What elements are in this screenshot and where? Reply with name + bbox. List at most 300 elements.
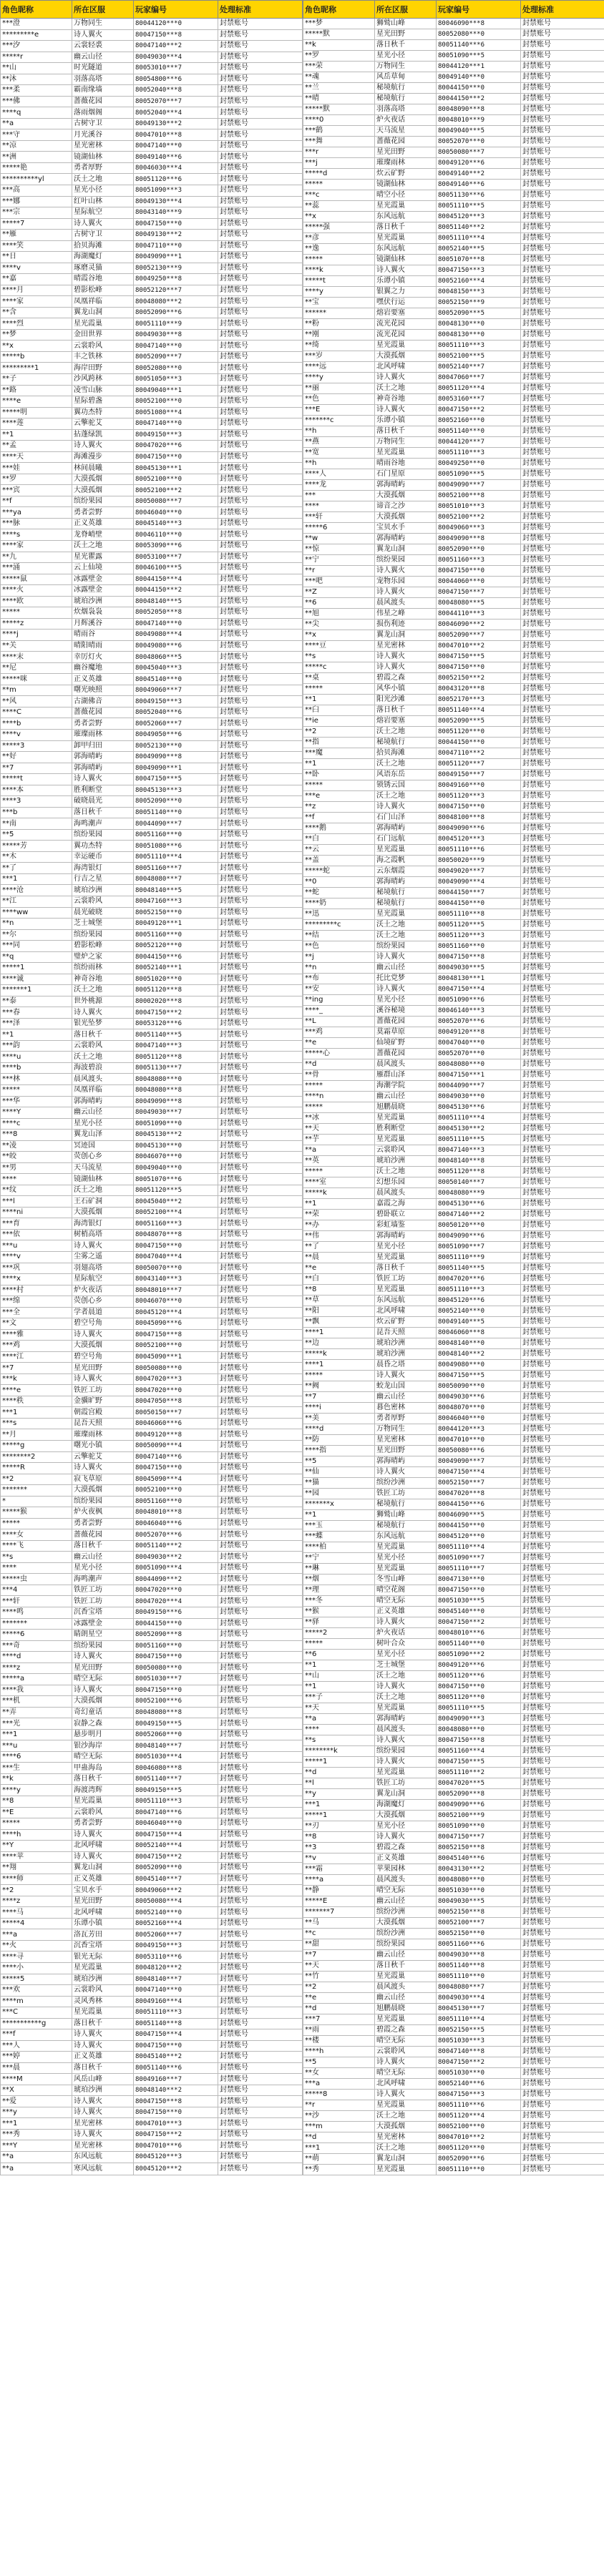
table-row [303,662,604,673]
nickname-cell: **马 [303,1918,375,1929]
standard-cell: 封禁账号 [521,19,604,29]
standard-cell: 封禁账号 [521,1124,604,1135]
nickname-cell: ***1 [1,873,72,885]
player-id-cell: 80052080***0 [437,29,521,40]
player-id-cell: 80049040***5 [437,126,521,137]
standard-cell: 封禁账号 [218,1685,303,1696]
server-cell: 璀璨雨林 [375,158,437,169]
standard-cell: 封禁账号 [218,2062,303,2074]
server-cell: 诗人翼火 [72,29,134,41]
nickname-cell: ***守 [1,129,72,141]
player-id-cell: 80051030***0 [437,1886,521,1896]
server-cell: 星光田野 [72,1896,134,1907]
standard-cell: 封禁账号 [521,544,604,555]
standard-cell: 封禁账号 [521,1317,604,1328]
standard-cell: 封禁账号 [521,1972,604,1982]
server-cell: 天马流星 [72,1162,134,1174]
player-id-cell: 80052120***0 [134,941,218,952]
standard-cell: 封禁账号 [218,1918,303,1929]
standard-cell: 封禁账号 [521,566,604,577]
server-cell: 秘境航行 [375,83,437,94]
standard-cell: 封禁账号 [521,1231,604,1242]
player-id-cell: 80051110***2 [437,1768,521,1778]
server-cell: 铁匠工坊 [72,1385,134,1396]
standard-cell: 封禁账号 [521,1811,604,1821]
server-cell: 万物同生 [375,437,437,448]
player-id-cell: 80047140***0 [134,418,218,430]
server-cell: 琥珀沙洲 [72,2085,134,2096]
player-id-cell: 80045090***4 [134,1474,218,1485]
server-cell: 冰露壁金 [72,585,134,597]
standard-cell: 封禁账号 [521,1414,604,1424]
standard-cell: 封禁账号 [521,2122,604,2132]
player-id-cell: 80048080***8 [134,1707,218,1718]
nickname-cell: ****z [1,1896,72,1907]
player-id-cell: 80051140***7 [134,1773,218,1785]
table-row [1,363,303,374]
server-cell: 荧创心乡 [72,1296,134,1308]
standard-cell: 封禁账号 [218,1707,303,1718]
player-id-cell: 80047150***4 [134,2029,218,2041]
table-row [303,1156,604,1167]
server-cell: 镜湖仙林 [72,152,134,163]
nickname-cell: *****1 [303,1757,375,1768]
server-cell: 乐谭小镇 [72,1918,134,1929]
server-cell: 晨风渡头 [375,1875,437,1886]
table-row [303,1038,604,1049]
table-row [1,441,303,452]
nickname-cell: **L [303,1017,375,1027]
player-id-cell: 80044120***7 [437,437,521,448]
nickname-cell: **关 [1,640,72,652]
server-cell: 云裳聆风 [72,896,134,907]
nickname-cell: ***鸡 [1,1341,72,1352]
table-row [303,856,604,866]
nickname-cell: *****鼠 [1,574,72,585]
nickname-cell: ****v [1,730,72,741]
nickname-cell: **d [303,2004,375,2014]
standard-cell: 封禁账号 [218,607,303,619]
standard-cell: 封禁账号 [218,374,303,386]
nickname-cell: *****咪 [1,674,72,685]
standard-cell: 封禁账号 [521,2036,604,2047]
nickname-cell: **1 [303,1199,375,1210]
player-id-cell: 80044090***2 [134,1574,218,1585]
table-row [1,74,303,85]
server-cell: 时光隧道 [72,63,134,74]
server-cell: 沃土之地 [375,759,437,770]
standard-cell: 封禁账号 [521,609,604,619]
table-row [303,1553,604,1564]
standard-cell: 封禁账号 [521,2100,604,2111]
standard-cell: 封禁账号 [521,62,604,72]
server-cell: 海湖魔灯 [72,252,134,263]
server-cell: 晨光破晓 [72,907,134,919]
player-id-cell: 80045140***2 [134,2052,218,2063]
player-id-cell: 80052090***6 [437,2154,521,2165]
player-id-cell: 80051120***5 [437,920,521,931]
server-cell: 星光小径 [375,995,437,1006]
server-cell: 沃土之地 [72,174,134,185]
server-cell: 碧空号角 [72,1351,134,1363]
table-row [303,1006,604,1017]
server-cell: 海湾银灯 [72,1218,134,1230]
nickname-cell: **色 [303,941,375,952]
standard-cell: 封禁账号 [521,1575,604,1585]
nickname-cell: **凉 [1,140,72,152]
player-id-cell: 80049150***5 [134,1785,218,1796]
standard-cell: 封禁账号 [218,919,303,930]
player-id-cell: 80049090***1 [134,763,218,774]
standard-cell: 封禁账号 [218,863,303,874]
player-id-cell: 80051120***3 [437,931,521,941]
standard-cell: 封禁账号 [218,1851,303,1863]
table-row [303,1757,604,1768]
standard-cell: 封禁账号 [218,1107,303,1119]
standard-cell: 封禁账号 [521,1038,604,1049]
standard-cell: 封禁账号 [521,1435,604,1446]
server-cell: 星光小径 [375,51,437,62]
player-id-cell: 80049160***0 [437,780,521,791]
player-id-cell: 80045130***6 [437,1199,521,1210]
standard-cell: 封禁账号 [218,974,303,985]
player-id-cell: 80046070***0 [134,1152,218,1163]
server-cell: 大漠孤烟 [375,1811,437,1821]
standard-cell: 封禁账号 [521,1489,604,1499]
nickname-cell: *****默 [303,104,375,115]
standard-cell: 封禁账号 [218,96,303,107]
player-id-cell: 80051120***5 [134,1185,218,1196]
table-row [303,630,604,641]
player-id-cell: 80049090***4 [437,877,521,888]
nickname-cell: **d [303,1768,375,1778]
nickname-cell: ***m [303,2122,375,2132]
nickname-cell: ***全 [1,1307,72,1318]
server-cell: 郭海晴屿 [375,1456,437,1467]
server-cell: 宝贝水手 [375,523,437,534]
table-row [1,2085,303,2096]
player-id-cell: 80045130***2 [437,1124,521,1135]
player-id-cell: 80045120***6 [437,1296,521,1306]
standard-cell: 封禁账号 [521,1242,604,1253]
nickname-cell: **英 [303,1156,375,1167]
player-id-cell: 80052070***6 [437,1017,521,1027]
table-row [1,1451,303,1463]
table-row [1,496,303,507]
nickname-cell: ***梦 [303,19,375,29]
standard-cell: 封禁账号 [218,841,303,852]
standard-cell: 封禁账号 [521,888,604,898]
table-row [303,1596,604,1607]
standard-cell: 封禁账号 [218,196,303,207]
nickname-cell: *****3 [1,740,72,752]
standard-cell: 封禁账号 [218,752,303,763]
server-cell: 落日秋千 [72,2062,134,2074]
nickname-cell: **雨 [303,2025,375,2036]
standard-cell: 封禁账号 [218,140,303,152]
nickname-cell: ***魔 [303,748,375,759]
player-id-cell: 80051160***0 [437,941,521,952]
server-cell: 缤纷果园 [72,1640,134,1652]
header-standard: 处理标准 [521,1,604,19]
player-id-cell: 80047160***3 [134,896,218,907]
server-cell: 芝士城堡 [375,1660,437,1671]
table-row [1,1929,303,1941]
table-row [303,652,604,662]
table-row [1,529,303,541]
player-id-cell: 80051110***3 [134,2007,218,2019]
nickname-cell: **文 [1,1318,72,1330]
player-id-cell: 80052100***0 [134,396,218,408]
table-row [303,319,604,330]
nickname-cell: ***岁 [303,351,375,362]
table-row [1,1841,303,1852]
standard-cell: 封禁账号 [218,485,303,496]
table-row [1,1385,303,1396]
server-cell: 蔷薇花园 [375,1017,437,1027]
player-id-cell: 80044150***0 [437,83,521,94]
nickname-cell: ***e [303,791,375,802]
nickname-cell: **仙 [303,1467,375,1478]
nickname-cell: **九 [1,552,72,563]
standard-cell: 封禁账号 [521,180,604,190]
nickname-cell: ****欧 [1,596,72,607]
server-cell: 旭鹏晨晓 [375,1102,437,1113]
server-cell: 东风远航 [72,2152,134,2163]
table-row [1,1185,303,1196]
nickname-cell: ***** [303,1167,375,1177]
server-cell: 翼功杰特 [72,407,134,418]
standard-cell: 封禁账号 [218,785,303,796]
nickname-cell: ***7 [303,2014,375,2025]
server-cell: 冰露壁金 [72,1618,134,1630]
standard-cell: 封禁账号 [521,909,604,920]
nickname-cell: **尔 [1,929,72,941]
table-row [1,1285,303,1296]
player-id-cell: 80047140***0 [134,341,218,352]
nickname-cell: ***同 [1,941,72,952]
table-row [303,180,604,190]
server-cell: 芝士城堡 [72,919,134,930]
standard-cell: 封禁账号 [521,1328,604,1338]
nickname-cell: ***** [303,780,375,791]
player-id-cell: 80046100***5 [134,563,218,574]
server-cell: 翼功杰特 [72,841,134,852]
standard-cell: 封禁账号 [218,1618,303,1630]
standard-cell: 封禁账号 [521,126,604,137]
server-cell: 胜利断堂 [375,1124,437,1135]
standard-cell: 封禁账号 [521,233,604,244]
server-cell: 嘿伏行运 [375,298,437,308]
table-row [1,1662,303,1674]
player-id-cell: 80049150***3 [134,1940,218,1951]
server-cell: 落雨烟阁 [72,107,134,119]
standard-cell: 封禁账号 [218,1274,303,1285]
table-row [303,1435,604,1446]
server-cell: 缤纷果园 [375,1746,437,1757]
server-cell: 星光霞巢 [375,1135,437,1145]
nickname-cell: ****3 [1,796,72,808]
table-row [303,190,604,201]
nickname-cell: ***依 [1,1229,72,1240]
player-id-cell: 80053120***6 [134,1018,218,1029]
table-row [1,896,303,907]
table-row [1,985,303,996]
player-id-cell: 80051160***4 [437,1746,521,1757]
table-row [1,873,303,885]
nickname-cell: ****q [1,107,72,119]
standard-cell: 封禁账号 [521,984,604,995]
player-id-cell: 80052060***0 [134,1729,218,1740]
table-row [303,1617,604,1628]
server-cell: 诗人翼火 [72,441,134,452]
standard-cell: 封禁账号 [218,774,303,785]
player-id-cell: 80047150***8 [134,1329,218,1341]
nickname-cell: **白 [303,834,375,845]
server-cell: 损伤利迹 [375,619,437,630]
nickname-cell: **1 [303,1510,375,1521]
player-id-cell: 80047020***5 [437,1778,521,1789]
table-row [1,1996,303,2007]
table-row [1,763,303,774]
nickname-cell: **天 [303,1961,375,1972]
player-id-cell: 80048140***5 [134,885,218,896]
table-row [303,888,604,898]
standard-cell: 封禁账号 [521,834,604,845]
standard-cell: 封禁账号 [218,162,303,174]
server-cell: 沃土之地 [375,1671,437,1682]
server-cell: 翼龙山洞 [72,1863,134,1874]
player-id-cell: 80046140***3 [437,1006,521,1017]
standard-cell: 封禁账号 [521,759,604,770]
server-cell: 诗人翼火 [375,1617,437,1628]
table-row [1,1751,303,1763]
nickname-cell: *********e [1,29,72,41]
standard-cell: 封禁账号 [218,1940,303,1951]
table-row [303,1467,604,1478]
standard-cell: 封禁账号 [521,1156,604,1167]
server-cell: 云擎驼艾 [72,1451,134,1463]
server-cell: 落日秋千 [72,2018,134,2029]
table-row [1,1785,303,1796]
server-cell: 星光田野 [375,147,437,158]
player-id-cell: 80045130***6 [437,1102,521,1113]
server-cell: 北风呼啸 [375,2079,437,2090]
standard-cell: 封禁账号 [218,1796,303,1808]
standard-cell: 封禁账号 [218,396,303,408]
standard-cell: 封禁账号 [218,763,303,774]
player-id-cell: 80052150***2 [437,673,521,684]
table-row [1,807,303,818]
standard-cell: 封禁账号 [521,974,604,984]
table-row [303,448,604,459]
standard-cell: 封禁账号 [521,1403,604,1414]
server-cell: 万物同生 [72,19,134,30]
nickname-cell: ****d [1,1652,72,1663]
server-cell: 大漠孤烟 [375,351,437,362]
table-row [1,29,303,41]
player-id-cell: 80052090***7 [134,351,218,363]
table-row [1,907,303,919]
standard-cell: 封禁账号 [218,963,303,974]
nickname-cell: ***机 [1,1696,72,1708]
nickname-cell: **e [303,1038,375,1049]
nickname-cell: ****小 [1,1962,72,1974]
standard-cell: 封禁账号 [521,2143,604,2154]
nickname-cell: ****火 [1,585,72,597]
nickname-cell: ***宗 [1,207,72,219]
server-cell: 石门山泽 [375,813,437,823]
table-row [1,630,303,641]
table-row [1,63,303,74]
server-cell: 东风远航 [375,1532,437,1542]
server-cell: 伟星之峰 [375,609,437,619]
standard-cell: 封禁账号 [218,1763,303,1774]
nickname-cell: **驿 [303,1617,375,1628]
server-cell: 大漠孤烟 [72,1341,134,1352]
table-row [1,718,303,730]
server-cell: 沉香宝塔 [72,1940,134,1951]
player-id-cell: 80050140***7 [437,1177,521,1188]
table-row [1,1640,303,1652]
server-cell: 托比党梦 [375,974,437,984]
table-row [1,118,303,129]
nickname-cell: ***E [303,405,375,416]
table-row [1,429,303,441]
player-id-cell: 80050070***0 [134,1263,218,1274]
player-id-cell: 80050080***0 [134,1662,218,1674]
player-id-cell: 80049090***7 [437,1456,521,1467]
table-row [1,1251,303,1263]
standard-cell: 封禁账号 [218,1162,303,1174]
player-id-cell: 80051120***0 [437,1693,521,1703]
server-cell: 炊烟袅袅 [72,607,134,619]
nickname-cell: **5 [303,2057,375,2068]
server-cell: 正义英雄 [72,2052,134,2063]
player-id-cell: 80049120***1 [134,919,218,930]
table-row [303,1446,604,1456]
nickname-cell: **5 [1,829,72,841]
nickname-cell: **沐 [1,74,72,85]
nickname-cell: *****8 [303,2090,375,2100]
player-id-cell: 80048010***9 [437,115,521,126]
nickname-cell: ****0 [303,115,375,126]
table-row [1,140,303,152]
nickname-cell: **办 [303,1220,375,1231]
server-cell: 勇者厚野 [375,1414,437,1424]
standard-cell: 封禁账号 [218,1085,303,1097]
table-row [1,1240,303,1252]
standard-cell: 封禁账号 [521,147,604,158]
table-row [1,1029,303,1041]
header-player-id: 玩家编号 [437,1,521,19]
table-row [1,385,303,396]
standard-cell: 封禁账号 [218,252,303,263]
table-row [1,2074,303,2085]
table-row [303,104,604,115]
table-row [1,1074,303,1085]
nickname-cell: **n [303,963,375,974]
standard-cell: 封禁账号 [521,1349,604,1360]
player-id-cell: 80051090***3 [134,185,218,196]
nickname-cell: **** [1,1562,72,1574]
table-row [303,169,604,180]
server-cell: 诗人翼火 [375,1735,437,1746]
standard-cell: 封禁账号 [521,1263,604,1274]
nickname-cell: **2 [303,727,375,738]
nickname-cell: **甜 [303,1939,375,1950]
table-row [1,2096,303,2107]
